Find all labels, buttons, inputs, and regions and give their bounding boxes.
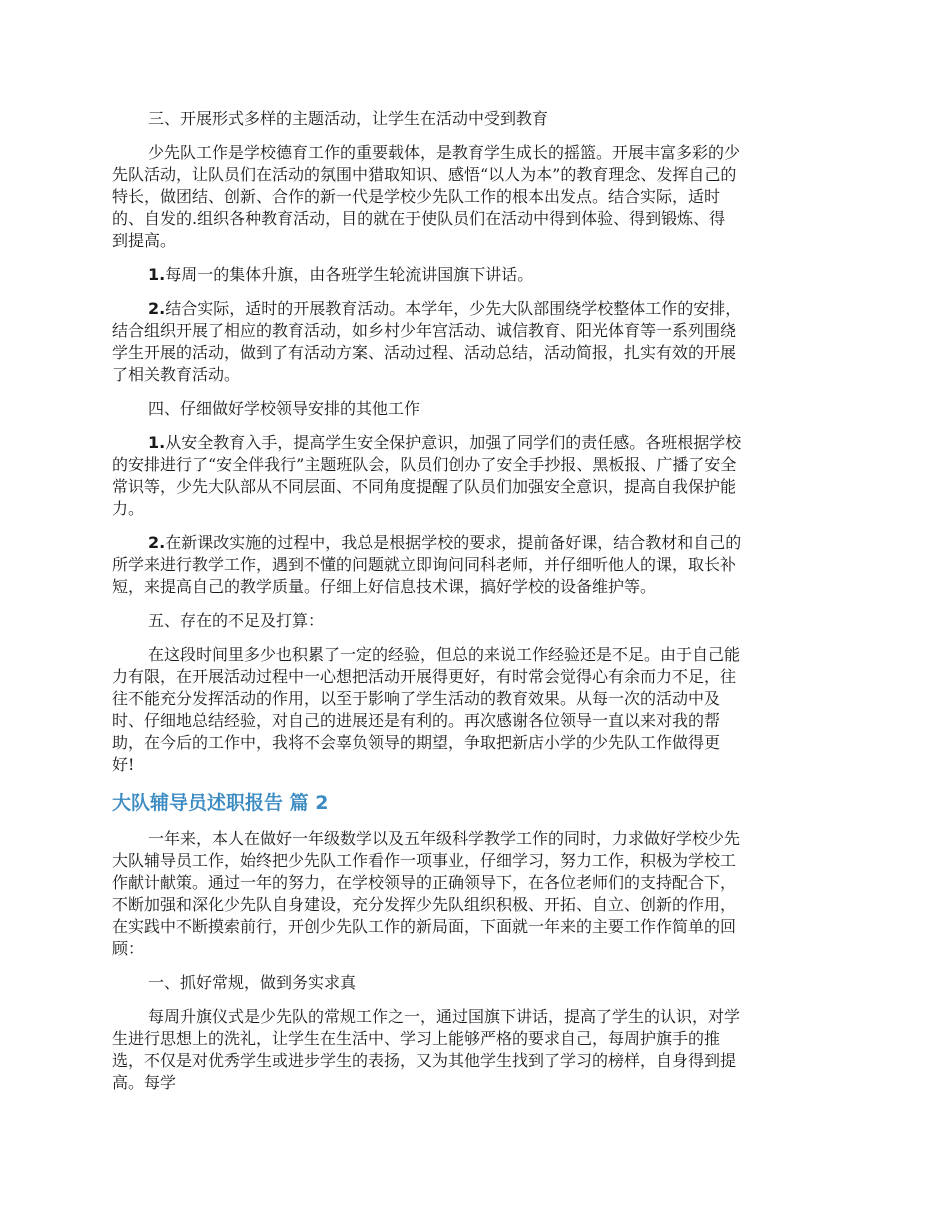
paragraph-line: 一年来，本人在做好一年级数学以及五年级科学教学工作的同时，力求做好学校少先: [148, 829, 741, 848]
section-4-title: 四、仔细做好学校领导安排的其他工作: [148, 399, 421, 418]
section-4-item-1: [112, 432, 838, 520]
paragraph-line: 先队活动，让队员们在活动的氛围中猎取知识、感悟“以人为本”的教育理念、发挥自己的: [112, 165, 737, 184]
item-text: 每周一的集体升旗，由各班学生轮流讲国旗下讲话。: [165, 265, 534, 284]
section-4-item-2: [112, 532, 838, 598]
paragraph-line: 到提高。: [112, 231, 177, 250]
item-number: 2.: [148, 533, 166, 552]
item-text: 在新课改实施的过程中，我总是根据学校的要求，提前备好课，结合教材和自己的: [165, 533, 742, 552]
paragraph-line: 在这段时间里多少也积累了一定的经验，但总的来说工作经验还是不足。由于自己能: [148, 645, 741, 664]
item-number: 1.: [148, 265, 166, 284]
paragraph-line: 不断加强和深化少先队自身建设，充分发挥少先队组织积极、开拓、自立、创新的作用，: [112, 895, 737, 914]
paragraph-line: 力。: [112, 499, 145, 518]
paragraph-line: 往不能充分发挥活动的作用，以至于影响了学生活动的教育效果。从每一次的活动中及: [112, 689, 721, 708]
paragraph-line: 常识等，少先大队部从不同层面、不同角度提醒了队员们加强安全意识，提高自我保护能: [112, 477, 737, 496]
paragraph-line: 每周升旗仪式是少先队的常规工作之一，通过国旗下讲话，提高了学生的认识，对学: [148, 1007, 741, 1026]
paragraph-line: [112, 432, 838, 454]
paragraph-line: 的、自发的.组织各种教育活动，目的就在于使队员们在活动中得到体验、得到锻炼、得: [112, 209, 726, 228]
paragraph-line: 大队辅导员工作，始终把少先队工作看作一项事业，仔细学习，努力工作，积极为学校工: [112, 851, 737, 870]
paragraph-line: 了相关教育活动。: [112, 365, 241, 384]
paragraph-line: 助，在今后的工作中，我将不会辜负领导的期望，争取把新店小学的少先队工作做得更: [112, 733, 721, 752]
item-text: 从安全教育入手，提高学生安全保护意识，加强了同学们的责任感。各班根据学校: [165, 433, 742, 452]
section-3-item-2: [112, 298, 838, 386]
section-5-title: 五、存在的不足及打算：: [148, 611, 325, 630]
paragraph-line: 学生开展的活动，做到了有活动方案、活动过程、活动总结，活动简报，扎实有效的开展: [112, 343, 737, 362]
paragraph-line: 生进行思想上的洗礼，让学生在生活中、学习上能够严格的要求自己，每周护旗手的推: [112, 1029, 721, 1048]
paragraph-line: 时、仔细地总结经验，对自己的进展还是有利的。再次感谢各位领导一直以来对我的帮: [112, 711, 721, 730]
paragraph-line: 短，来提高自己的教学质量。仔细上好信息技术课，搞好学校的设备维护等。: [112, 577, 657, 596]
article-2-subsection-1-title: 一、抓好常规，做到务实求真: [148, 973, 357, 992]
section-3-title: 三、开展形式多样的主题活动，让学生在活动中受到教育: [148, 109, 549, 128]
paragraph-line: 特长，做团结、创新、合作的新一代是学校少先队工作的根本出发点。结合实际，适时: [112, 187, 721, 206]
paragraph-line: 在实践中不断摸索前行，开创少先队工作的新局面，下面就一年来的主要工作作简单的回: [112, 917, 737, 936]
article-2-subsection-1-paragraph: [112, 1006, 838, 1094]
section-5-paragraph: [112, 644, 838, 776]
paragraph-line: 好!: [112, 755, 135, 774]
paragraph-line: 结合组织开展了相应的教育活动，如乡村少年宫活动、诚信教育、阳光体育等一系列围绕: [112, 321, 737, 340]
paragraph-line: [112, 298, 838, 320]
item-text: 结合实际，适时的开展教育活动。本学年，少先大队部围绕学校整体工作的安排，: [165, 299, 742, 318]
item-number: 2.: [148, 299, 166, 318]
paragraph-line: [112, 532, 838, 554]
paragraph-line: 作献计献策。通过一年的努力，在学校领导的正确领导下，在各位老师们的支持配合下，: [112, 873, 737, 892]
item-number: 1.: [148, 433, 166, 452]
section-3-paragraph: [112, 142, 838, 252]
document-page: [112, 108, 838, 1094]
paragraph-line: 的安排进行了“安全伴我行”主题班队会，队员们创办了安全手抄报、黑板报、广播了安全: [112, 455, 737, 474]
paragraph-line: 高。每学: [112, 1073, 177, 1092]
paragraph-line: 所学来进行教学工作，遇到不懂的问题就立即询问同科老师，并仔细听他人的课，取长补: [112, 555, 737, 574]
article-2-heading: 大队辅导员述职报告 篇 2: [112, 792, 329, 814]
article-2-intro: [112, 828, 838, 960]
paragraph-line: 力有限，在开展活动过程中一心想把活动开展得更好，有时常会觉得心有余而力不足，往: [112, 667, 737, 686]
section-3-item-1: [112, 264, 838, 286]
paragraph-line: 少先队工作是学校德育工作的重要载体，是教育学生成长的摇篮。开展丰富多彩的少: [148, 143, 741, 162]
paragraph-line: 顾：: [112, 939, 145, 958]
paragraph-line: 选，不仅是对优秀学生或进步学生的表扬，又为其他学生找到了学习的榜样，自身得到提: [112, 1051, 737, 1070]
